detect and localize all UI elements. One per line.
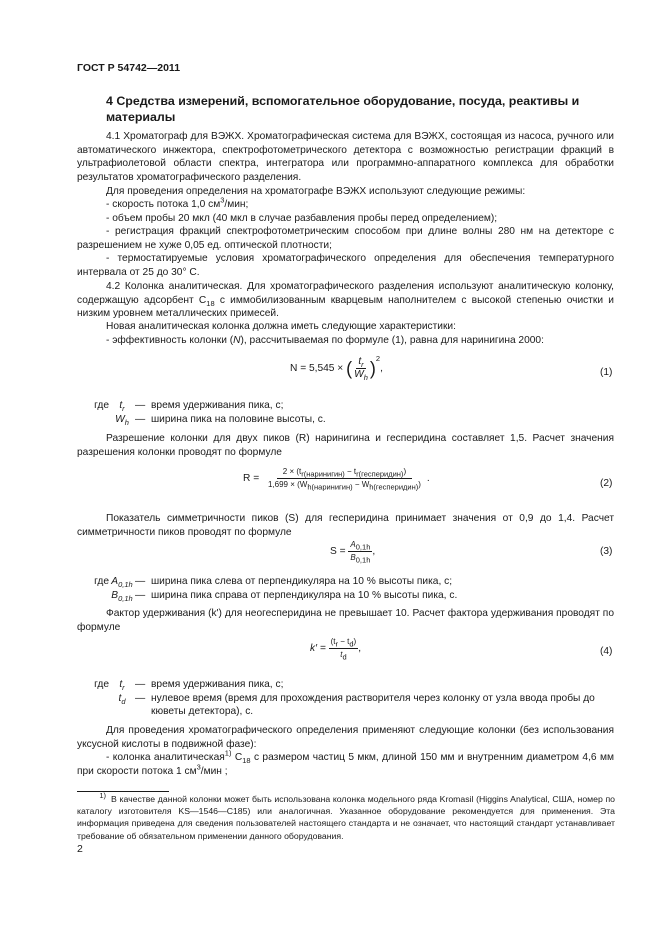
formula-2: R = $\frac{2 \times (t_{r(наринигин)} - t_{r(гесперидин)})}{1,699 \times (W_{h(наринигин)} - W_{h(гесперидин)})}$ . <box>243 467 430 492</box>
formula-4: k′ = $\frac{(t_r - t_d)}{t_d}$ , <box>310 637 362 662</box>
mode-flow-rate: - скорость потока 1,0 $см^3$/мин; <box>106 195 249 210</box>
page-number: 2 <box>77 843 83 855</box>
where-block-3 <box>77 575 617 602</box>
section-title: 4 Средства измерений, вспомогательное оборудование, посуда, реактивы и материалы <box>106 94 580 124</box>
where-row: где $A_{0,1h}$ — ширина пика слева от перпендикуляра на 10 % высоты пика, с; <box>94 576 453 590</box>
footnote: $^{1)}$ В качестве данной колонки может быть использована колонка модельного ряда Kromasil (Higgins Analytical, США, номер по каталогу изготовителя KS—1546—C185) или аналогичная. Указанное оборудование рекомендуется для применения. Эта информация приведена для сведения пользователей настоящего стандарта и не означает, что настоящий стандарт устанавливает требование об обязательном применении данного оборудования. <box>77 791 615 841</box>
retention-paragraph: Фактор удерживания (k') для неогесперидина не превышает 10. Расчет фактора удерживания проводят по формуле <box>77 608 614 633</box>
mode-detection: - регистрация фракций спектрофотометрическим способом при длине волны 280 нм на детекторе с разрешением не хуже 0,05 ед. оптической плотности; <box>77 226 614 251</box>
where-block-1 <box>77 399 617 426</box>
where-row: $W_h$ — ширина пика на половине высоты, с. <box>115 413 326 427</box>
where-row: где $t_r$ — время удерживания пика, с; <box>94 679 284 693</box>
where-row: $t_d$ — нулевое время (время для прохождения растворителя через колонку от узла ввода пробы до кюветы детектора), с. <box>118 692 595 718</box>
efficiency-line: - эффективность колонки (N), рассчитываемая по формуле (1), равна для наринигина 2000: <box>106 335 544 346</box>
equation-number-4: (4) <box>600 646 613 657</box>
paragraph-4-1: 4.1 Хроматограф для ВЭЖХ. Хроматографическая система для ВЭЖХ, состоящая из насоса, ручного или автоматического инжектора, спектрофотометрического детектора с возможностью регистрации фракций в ультрафиолетовой области спектра, интегратора или программно-аппаратного комплекса для обработки результатов хроматографического разделения. <box>77 131 614 183</box>
equation-number-2: (2) <box>600 478 613 489</box>
mode-thermostat: - термостатируемые условия хроматографического определения для обеспечения температурного интервала от 25 до 30° С. <box>77 253 614 278</box>
footnote-divider <box>77 791 169 792</box>
mode-sample-volume: - объем пробы 20 мкл (40 мкл в случае разбавления пробы перед определением); <box>106 213 498 224</box>
formula-3: S = $\frac{A_{0,1h}}{B_{0,1h}}$ , <box>330 540 376 565</box>
where-row: где $t_r$ — время удерживания пика, с; <box>94 400 284 414</box>
modes-intro: Для проведения определения на хроматографе ВЭЖХ используют следующие режимы: <box>106 186 526 197</box>
columns-paragraph: Для проведения хроматографического определения применяют следующие колонки (без использования уксусной кислоты в подвижной фазе): <box>77 725 614 750</box>
standard-header: ГОСТ Р 54742—2011 <box>77 62 181 74</box>
symmetry-paragraph: Показатель симметричности пиков (S) для гесперидина принимает значения от 0,9 до 1,4. Расчет симметричности пиков проводят по формуле <box>77 513 614 538</box>
equation-number-1: (1) <box>600 367 613 378</box>
where-block-4 <box>77 678 617 719</box>
where-row: $B_{0,1h}$ — ширина пика справа от перпендикуляра на 10 % высоты пика, с. <box>111 589 458 603</box>
new-column-intro: Новая аналитическая колонка должна иметь следующие характеристики: <box>106 321 456 332</box>
equation-number-3: (3) <box>600 546 613 557</box>
resolution-paragraph: Разрешение колонки для двух пиков (R) наринигина и гесперидина составляет 1,5. Расчет значения разрешения колонки проводят по формуле <box>77 433 614 458</box>
column-analytical: - колонка аналитическая$^{1)}$ $С_{18}$ с размером частиц 5 мкм, длиной 150 мм и внутренним диаметром 4,6 мм при скорости потока 1 $см^3$/мин ; <box>77 748 614 777</box>
paragraph-4-2: 4.2 Колонка аналитическая. Для хроматографического разделения используют аналитическую колонку, содержащую адсорбент $С_{18}$ с иммобилизованным кварцевым наполнителем с высокой степенью очистки и низким уровнем металлических примесей. <box>77 281 614 320</box>
formula-1: N = 5,545 × ( $\frac{t_r}{W_h}$ )$^2$, <box>290 353 383 383</box>
